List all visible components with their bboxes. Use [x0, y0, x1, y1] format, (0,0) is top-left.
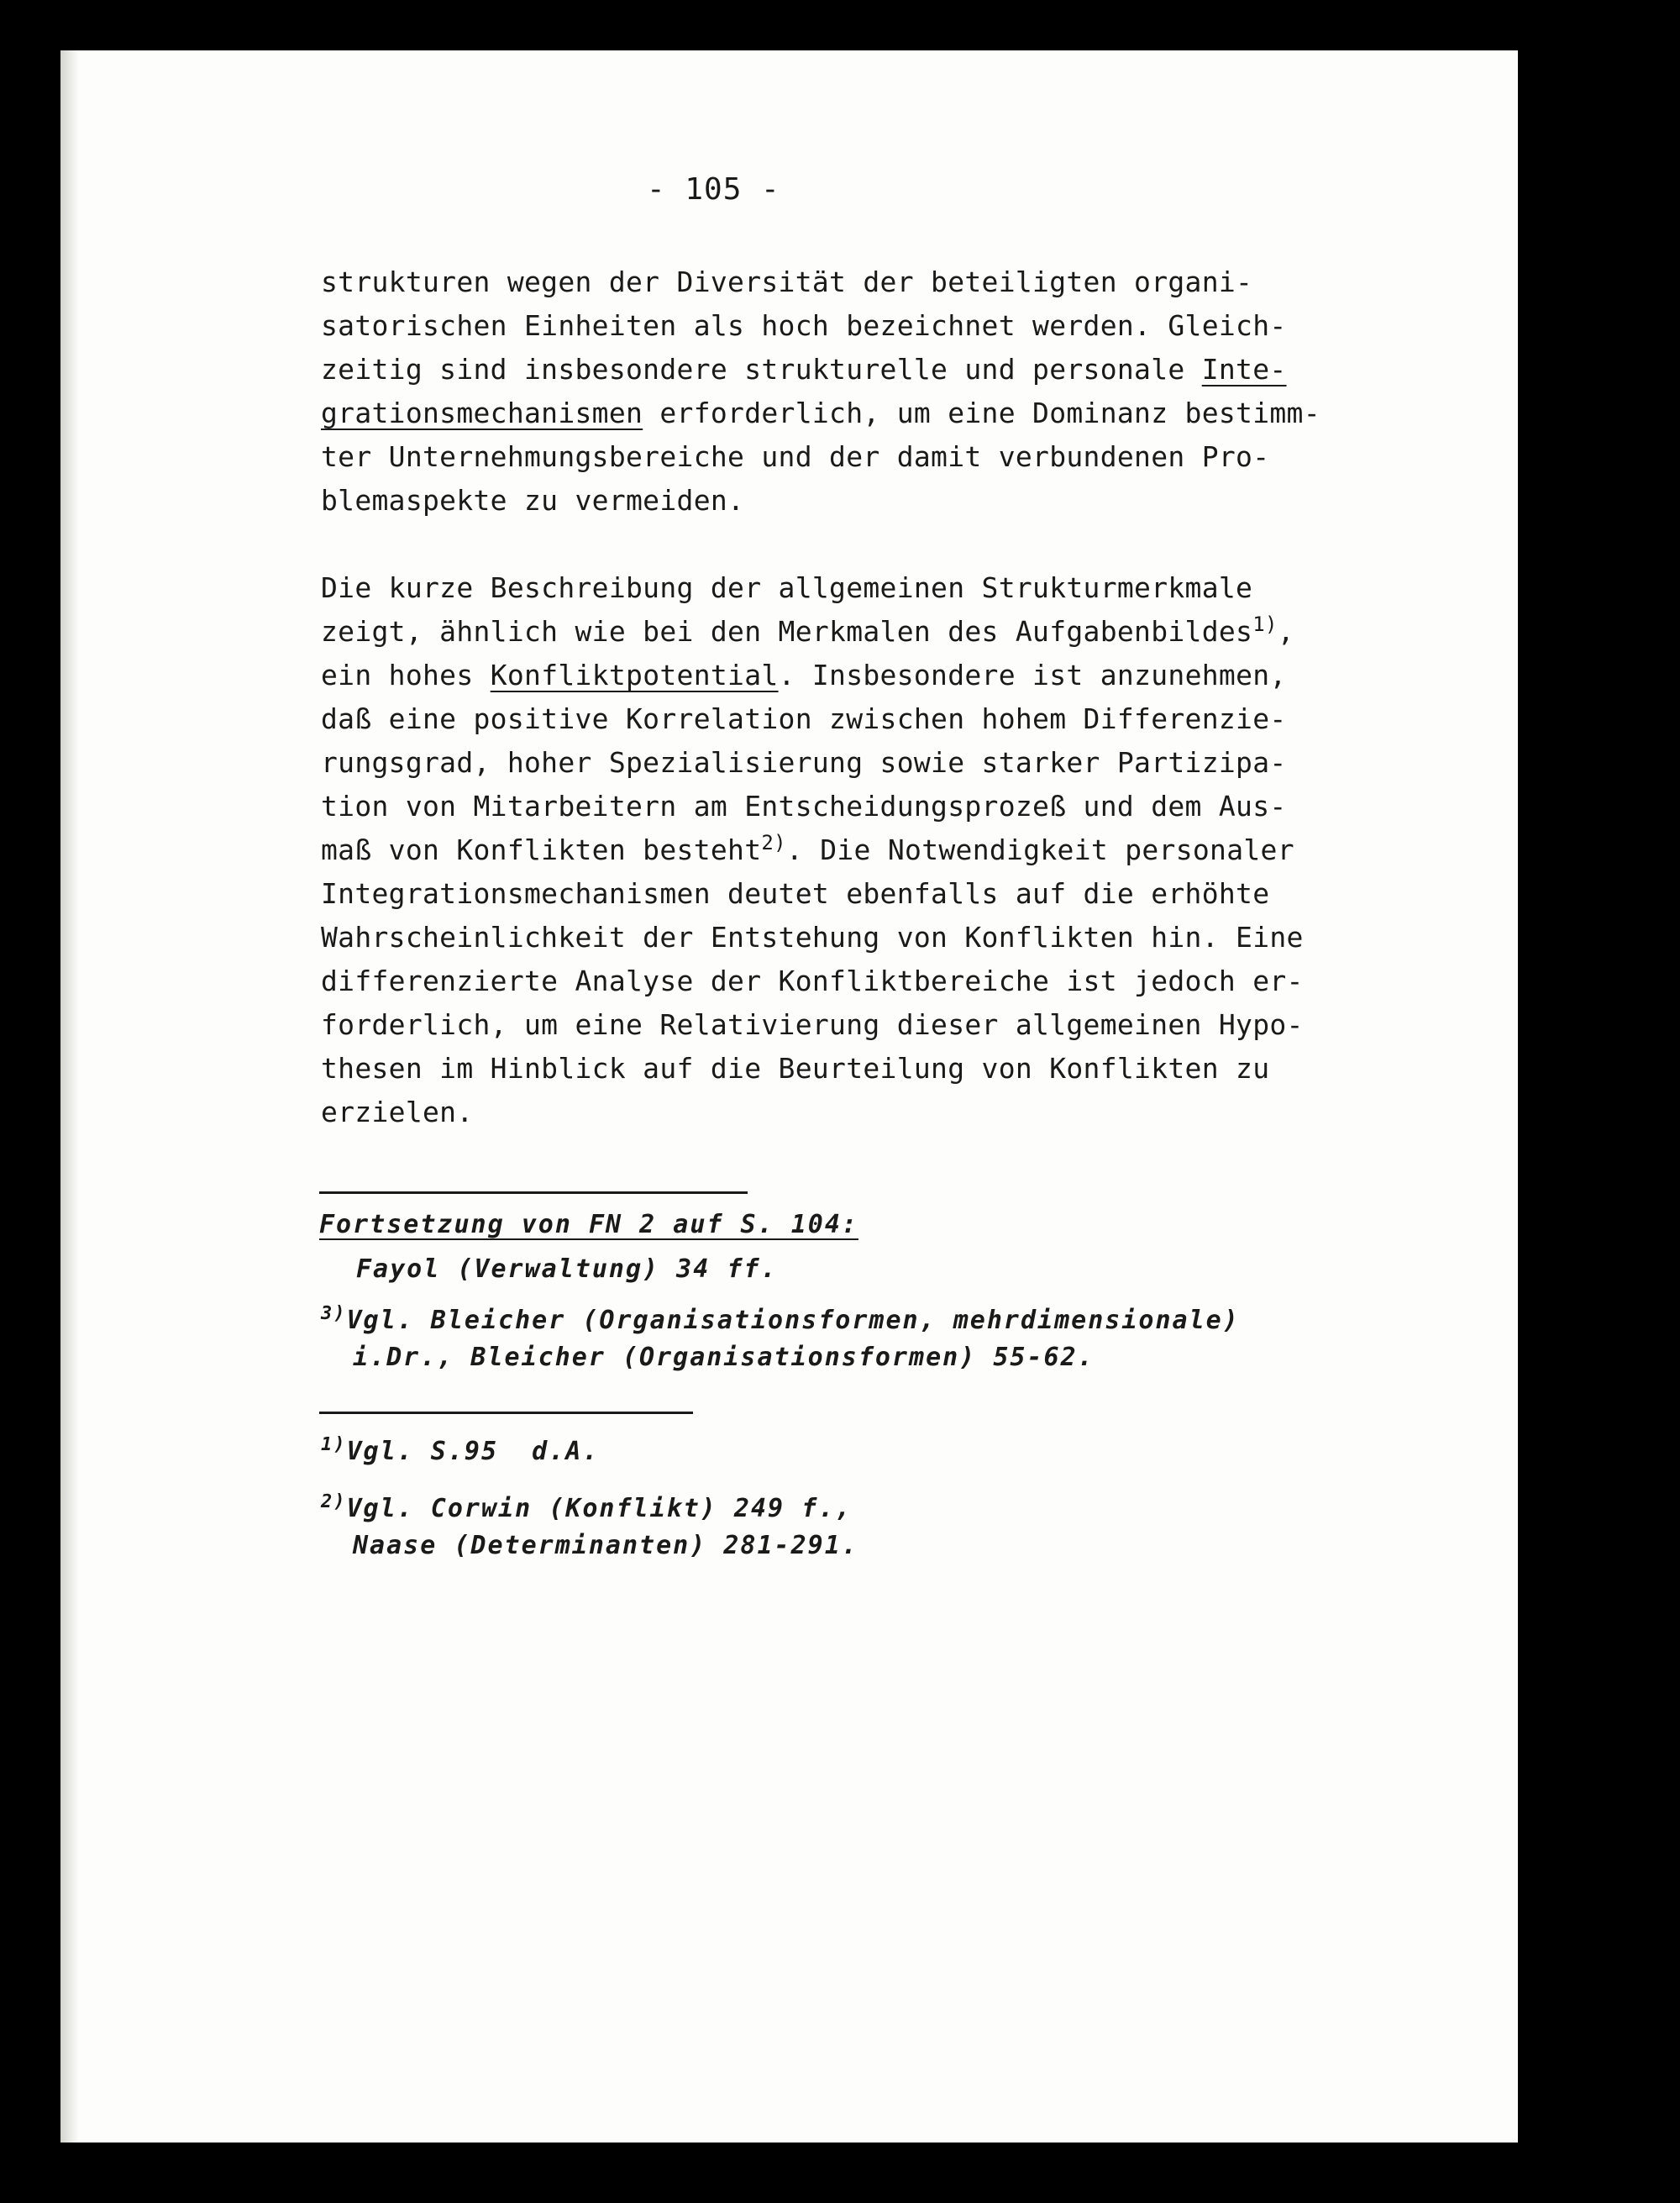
- footnote-separator: [319, 1191, 748, 1194]
- footnote-mark: 3): [321, 1303, 347, 1324]
- paragraph-1-line: ter Unternehmungsbereiche und der damit verbundenen Pro-: [321, 440, 1270, 473]
- paragraph-2-line: [321, 615, 1294, 648]
- page-binding-edge: [60, 50, 79, 2143]
- paragraph-2-line: erzielen.: [321, 1096, 474, 1128]
- footnote-2-continuation: Naase (Determinanten) 281-291.: [353, 1531, 858, 1560]
- footnote-2: [321, 1491, 853, 1523]
- footnote-continuation-heading: Fortsetzung von FN 2 auf S. 104:: [319, 1210, 858, 1239]
- underlined-term: Konfliktpotential: [490, 659, 779, 691]
- footnote-mark: 1): [321, 1434, 347, 1455]
- paragraph-2-line: tion von Mitarbeitern am Entscheidungsprozeß und dem Aus-: [321, 790, 1287, 823]
- text-segment: . Insbesondere ist anzunehmen,: [778, 659, 1287, 691]
- paragraph-2-line: [321, 833, 1294, 866]
- paragraph-2-line: rungsgrad, hoher Spezialisierung sowie starker Partizipa-: [321, 746, 1287, 779]
- footnote-text: Vgl. S.95 d.A.: [346, 1437, 600, 1466]
- text-segment: ,: [1277, 615, 1294, 648]
- text-segment: zeigt, ähnlich wie bei den Merkmalen des Aufgabenbildes: [321, 615, 1253, 648]
- paragraph-2-line: Wahrscheinlichkeit der Entstehung von Konflikten hin. Eine: [321, 921, 1304, 954]
- paragraph-2-line: thesen im Hinblick auf die Beurteilung von Konflikten zu: [321, 1052, 1270, 1085]
- text-segment: zeitig sind insbesondere strukturelle und personale: [321, 353, 1202, 386]
- paragraph-2-line: Die kurze Beschreibung der allgemeinen Strukturmerkmale: [321, 571, 1253, 604]
- footnote-3-continuation: i.Dr., Bleicher (Organisationsformen) 55-62.: [353, 1343, 1095, 1372]
- paragraph-1-line: [321, 353, 1287, 386]
- text-segment: erforderlich, um eine Dominanz bestimm-: [643, 397, 1320, 429]
- text-segment: . Die Notwendigkeit personaler: [785, 833, 1294, 866]
- footnote-text: Vgl. Bleicher (Organisationsformen, mehrdimensionale): [346, 1306, 1240, 1335]
- footnote-3: [321, 1303, 1240, 1335]
- footnote-mark: 2): [321, 1491, 347, 1512]
- footnote-1: [321, 1434, 600, 1466]
- page-number: - 105 -: [647, 172, 780, 207]
- paragraph-2-line: [321, 659, 1287, 691]
- text-segment: ein hohes: [321, 659, 491, 691]
- paragraph-2-line: differenzierte Analyse der Konfliktbereiche ist jedoch er-: [321, 965, 1304, 997]
- footnote-separator: [319, 1412, 693, 1414]
- footnote-reference: 2): [761, 831, 786, 854]
- footnote-reference: 1): [1252, 613, 1278, 636]
- footnote-text: Vgl. Corwin (Konflikt) 249 f.,: [346, 1494, 853, 1523]
- paragraph-1-line: strukturen wegen der Diversität der beteiligten organi-: [321, 266, 1253, 298]
- underlined-term: Inte-: [1201, 353, 1287, 386]
- text-segment: maß von Konflikten besteht: [321, 833, 762, 866]
- paragraph-1-line: satorischen Einheiten als hoch bezeichnet werden. Gleich-: [321, 309, 1287, 342]
- paragraph-1-line: [321, 397, 1320, 429]
- footnote-continuation-text: Fayol (Verwaltung) 34 ff.: [356, 1254, 778, 1284]
- paragraph-2-line: Integrationsmechanismen deutet ebenfalls auf die erhöhte: [321, 877, 1270, 910]
- paragraph-2-line: daß eine positive Korrelation zwischen hohem Differenzie-: [321, 702, 1287, 735]
- paragraph-2-line: forderlich, um eine Relativierung dieser allgemeinen Hypo-: [321, 1008, 1304, 1041]
- underlined-term: grationsmechanismen: [321, 397, 643, 429]
- paragraph-1-line: blemaspekte zu vermeiden.: [321, 484, 745, 517]
